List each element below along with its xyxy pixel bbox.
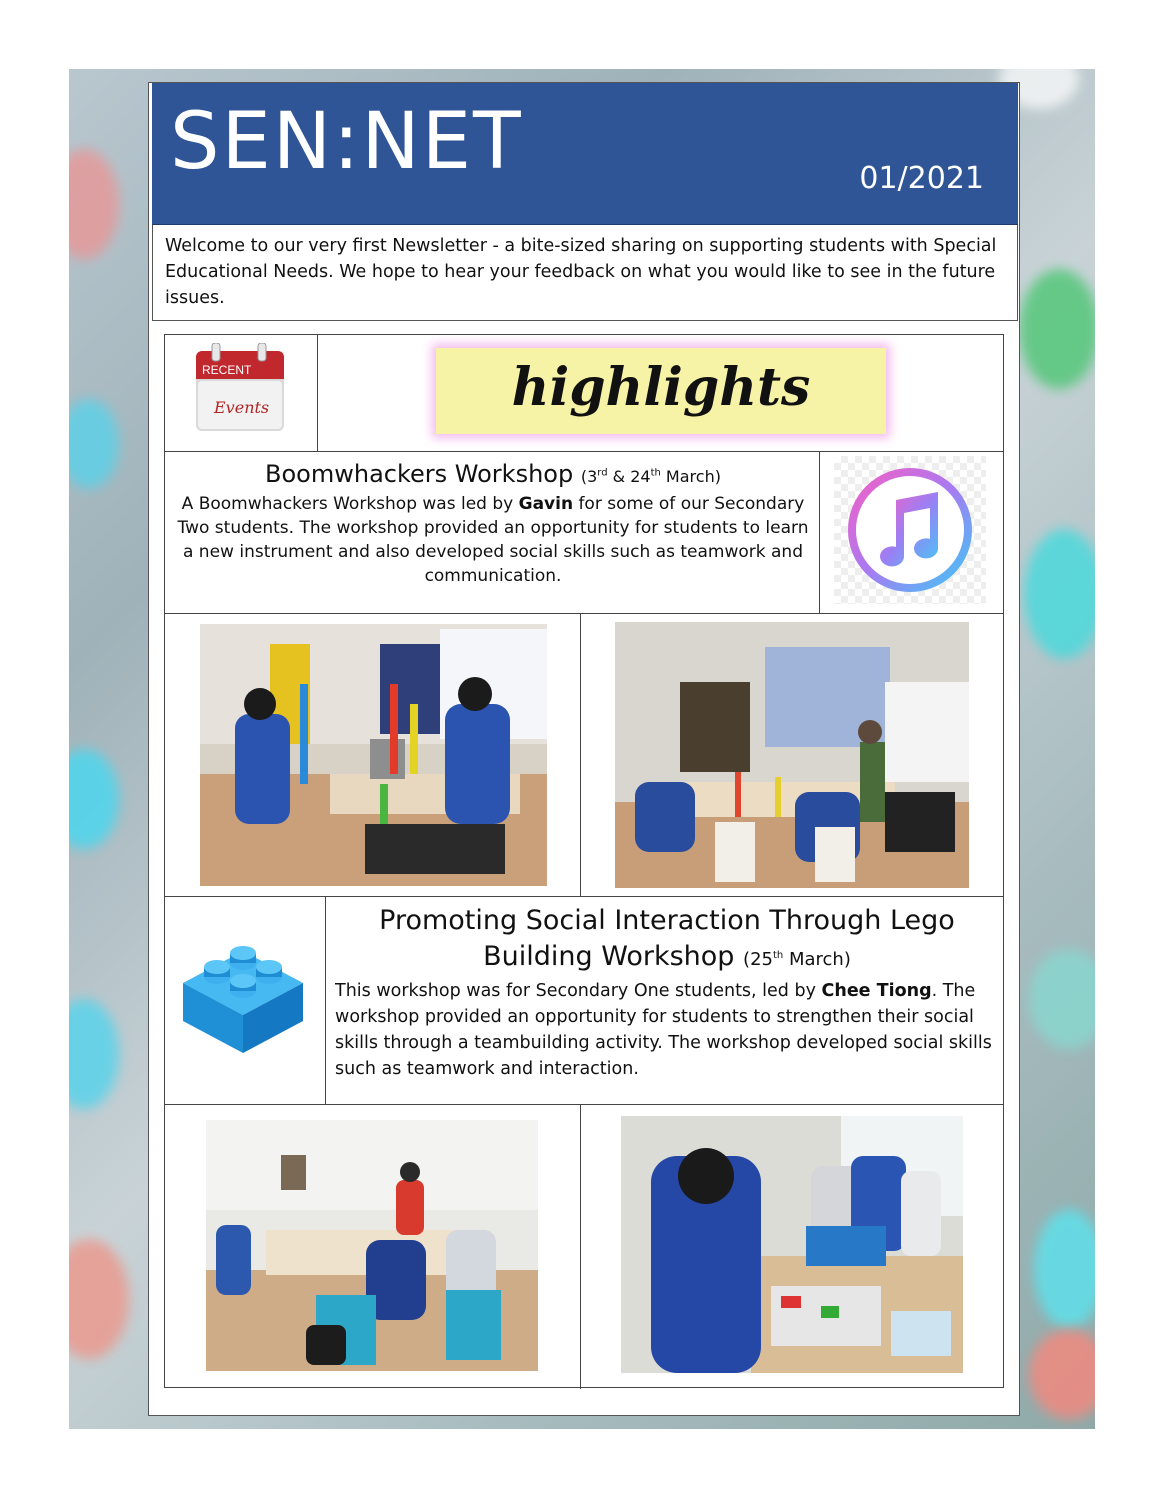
intro-paragraph: Welcome to our very first Newsletter - a bite-sized sharing on supporting students with Special Educational Needs. We hope to hear your feedback on what you would like to see in the future issues. bbox=[152, 225, 1018, 321]
music-note-icon bbox=[834, 456, 986, 604]
lego-section bbox=[335, 903, 999, 1082]
lego-photo-1 bbox=[206, 1120, 538, 1371]
highlights-banner bbox=[436, 348, 886, 434]
boomwhackers-section bbox=[171, 459, 815, 588]
boomwhackers-heading: Boomwhackers Workshop (3rd & 24th March) bbox=[265, 460, 721, 488]
lego-photo-2 bbox=[621, 1116, 963, 1373]
calendar-label-recent: RECENT bbox=[202, 363, 252, 377]
boomwhackers-description: A Boomwhackers Workshop was led by Gavin for some of our Secondary Two students. The workshop provided an opportunity for students to learn a new instrument and also developed social skills such as teamwork and communication. bbox=[177, 494, 809, 586]
lego-brick-icon bbox=[181, 941, 306, 1053]
content-grid bbox=[164, 334, 1004, 1388]
lego-heading: Promoting Social Interaction Through Lego Building Workshop (25th March) bbox=[379, 905, 955, 972]
masthead bbox=[152, 83, 1018, 225]
boomwhackers-photo-1 bbox=[200, 624, 547, 886]
lego-description: This workshop was for Secondary One students, led by Chee Tiong. The workshop provided an opportunity for students to strengthen their social skills through a teambuilding activity. The workshop developed social skills such as teamwork and interaction. bbox=[335, 981, 992, 1079]
newsletter-title: SEN:NET bbox=[170, 97, 523, 187]
issue-number: 01/2021 bbox=[859, 161, 984, 196]
newsletter-sheet bbox=[148, 82, 1020, 1416]
calendar-icon bbox=[192, 343, 288, 435]
calendar-label-events: Events bbox=[214, 398, 270, 417]
highlights-text: highlights bbox=[511, 357, 811, 418]
boomwhackers-photo-2 bbox=[615, 622, 969, 888]
